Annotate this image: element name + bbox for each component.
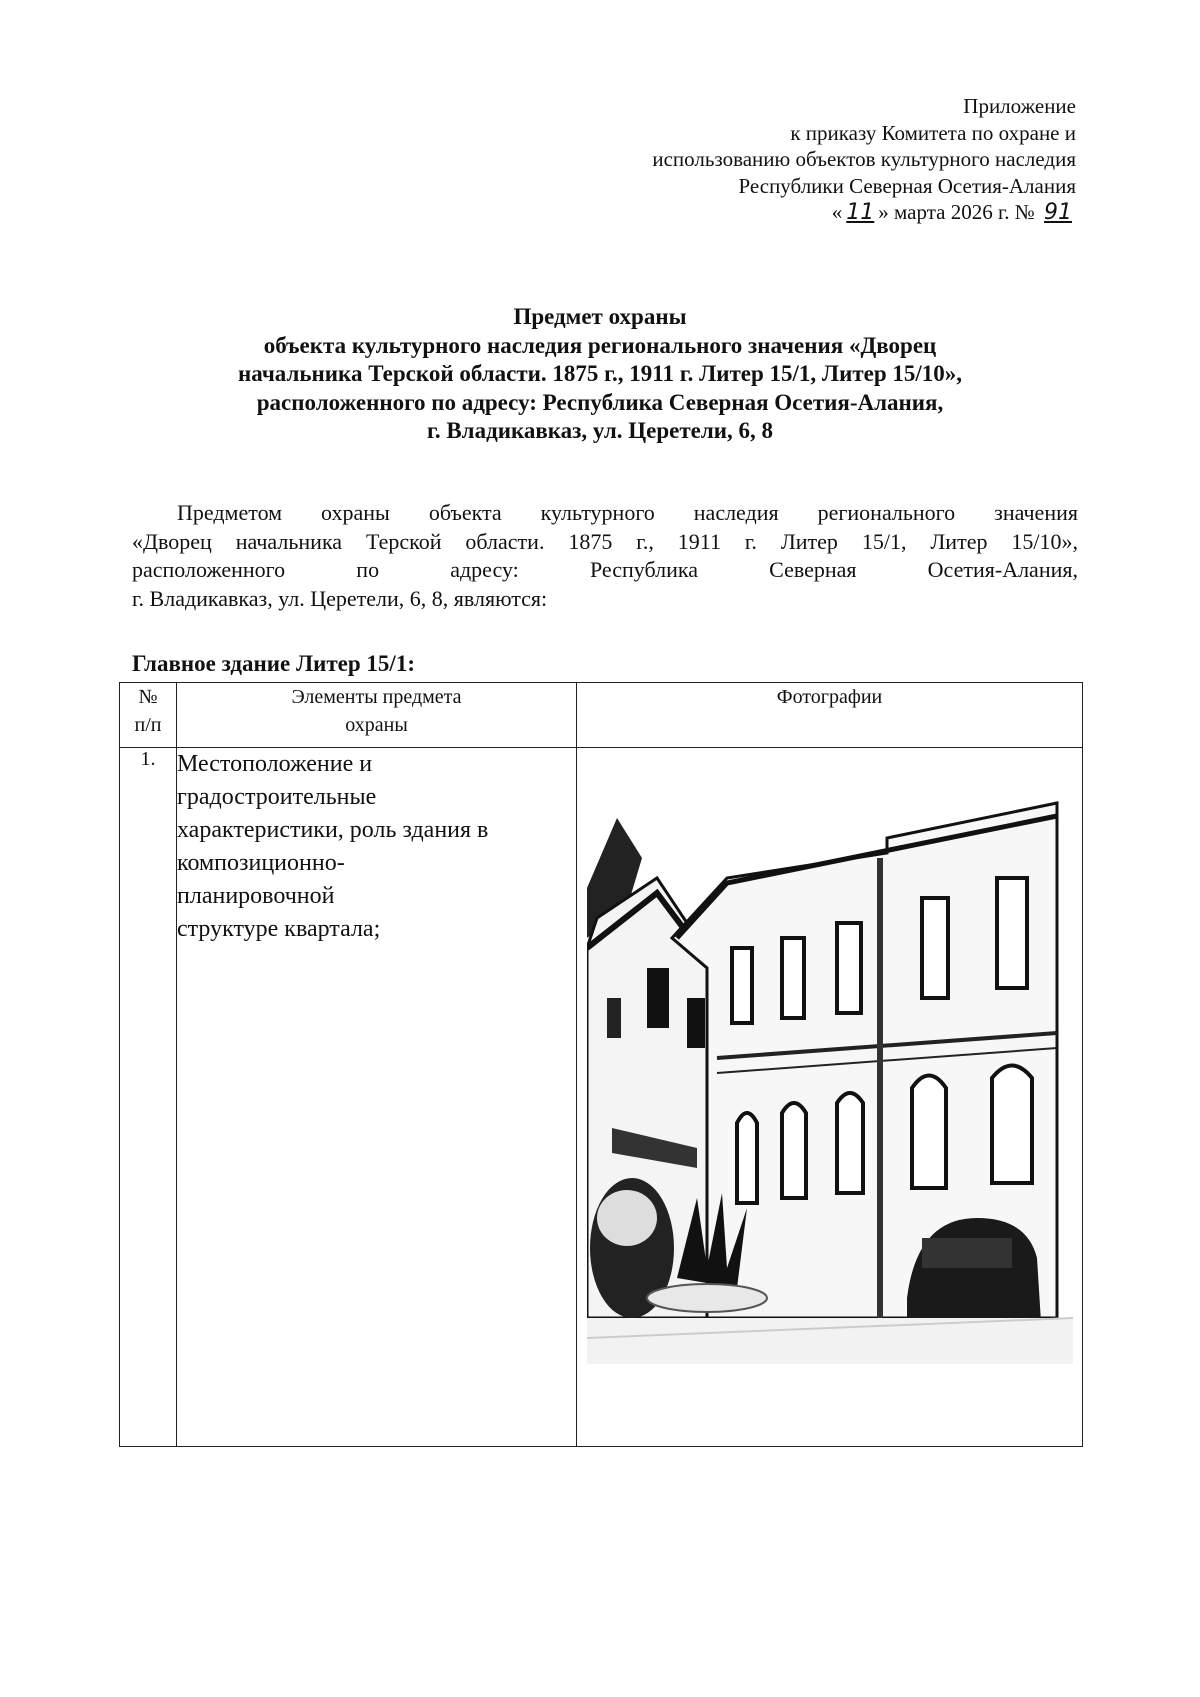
protection-table (119, 682, 1083, 1447)
table-header-row (120, 683, 1083, 748)
section-heading: Главное здание Литер 15/1: (132, 651, 415, 676)
row-number: 1. (120, 748, 177, 1447)
col-photos-header: Фотографии (577, 683, 1083, 748)
table-row (120, 748, 1083, 1447)
col-num-line-2: п/п (134, 714, 162, 736)
col-elements-line-2: охраны (345, 714, 408, 736)
col-elements-header (177, 683, 577, 748)
col-num-line-1: № (138, 686, 158, 708)
intro-line-2: «Дворец начальника Терской области. 1875 г., 1911 г. Литер 15/1, Литер 15/10», (132, 528, 1078, 554)
appendix-label: Приложение (963, 94, 1076, 118)
date-rest: » марта 2026 г. № (878, 200, 1035, 224)
title-line-3: начальника Терской области. 1875 г., 1911 г. Литер 15/1, Литер 15/10», (237, 361, 963, 386)
title-line-5: г. Владикавказ, ул. Церетели, 6, 8 (426, 418, 774, 443)
appendix-date-line (652, 199, 1076, 227)
intro-line-4: г. Владикавказ, ул. Церетели, 6, 8, являются: (132, 585, 548, 611)
col-num-header (120, 683, 177, 748)
intro-line-3: расположенного по адресу: Республика Северная Осетия-Алания, (132, 557, 1078, 582)
appendix-order-ref: к приказу Комитета по охране и (790, 120, 1076, 145)
document-title (120, 303, 1080, 446)
order-number-handwritten: 91 (1044, 200, 1072, 225)
element-line-3: характеристики, роль здания в (177, 817, 489, 843)
element-line-1: Местоположение и (177, 751, 373, 777)
title-line-4: расположенного по адресу: Республика Северная Осетия-Алания, (256, 389, 944, 415)
element-line-4: композиционно- (177, 850, 345, 876)
intro-line-1: Предметом охраны объекта культурного наследия регионального значения (177, 500, 1078, 525)
element-line-2: градостроительные (177, 784, 377, 810)
appendix-header (652, 93, 1076, 227)
appendix-committee: использованию объектов культурного наследия (652, 147, 1076, 171)
title-line-1: Предмет охраны (513, 304, 687, 329)
building-photo (587, 798, 1073, 1364)
date-open-quote: « (831, 200, 843, 224)
title-line-2: объекта культурного наследия регионального значения «Дворец (263, 332, 937, 358)
appendix-republic: Республики Северная Осетия-Алания (738, 173, 1076, 198)
row-element-text (177, 748, 577, 1447)
col-elements-line-1: Элементы предмета (291, 686, 462, 708)
element-line-6: структуре квартала; (177, 916, 381, 942)
element-line-5: планировочной (177, 883, 335, 909)
row-photo-cell (577, 748, 1083, 1447)
intro-paragraph (132, 499, 1078, 613)
date-day-handwritten: 11 (846, 200, 875, 225)
